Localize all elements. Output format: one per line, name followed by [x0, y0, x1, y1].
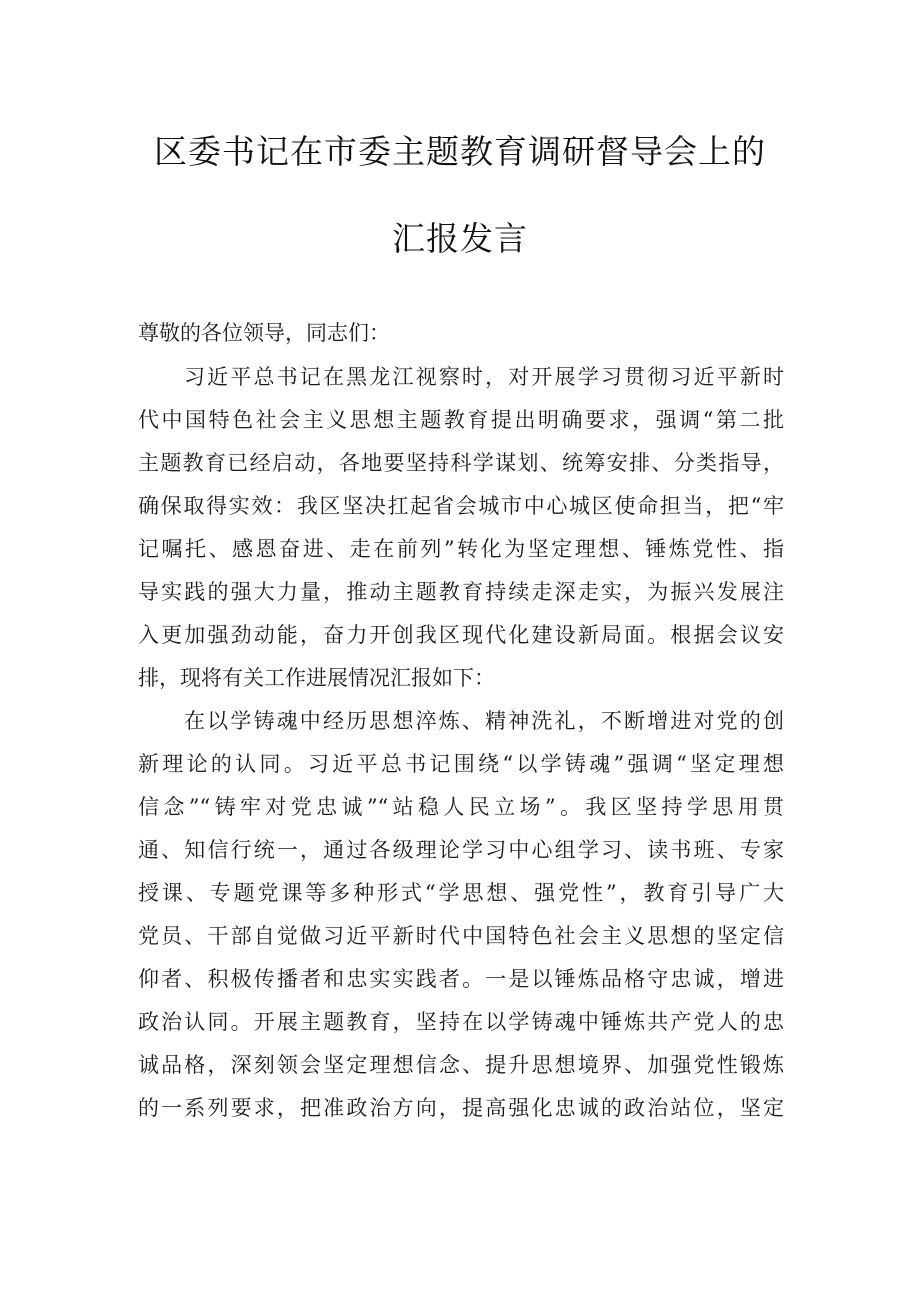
paragraph-line: 党员、干部自觉做习近平新时代中国特色社会主义思想的坚定信: [138, 924, 784, 948]
paragraph-line: 仰者、积极传播者和忠实实践者。一是以锤炼品格守忠诚，增进: [138, 967, 784, 991]
paragraph-line: 确保取得实效：我区坚决扛起省会城市中心城区使命担当，把“牢: [138, 494, 784, 518]
paragraph-line: 授课、专题党课等多种形式“学思想、强党性”，教育引导广大: [138, 881, 784, 905]
salutation-text: 尊敬的各位领导，同志们：: [138, 321, 390, 345]
document-title-line-1: 区委书记在市委主题教育调研督导会上的: [154, 132, 766, 171]
paragraph-line: 代中国特色社会主义思想主题教育提出明确要求，强调“第二批: [138, 408, 784, 432]
paragraph-line: 新理论的认同。习近平总书记围绕“以学铸魂”强调“坚定理想: [138, 752, 784, 776]
paragraph-line: 记嘱托、感恩奋进、走在前列”转化为坚定理想、锤炼党性、指: [138, 537, 784, 561]
paragraph-line: 入更加强劲动能，奋力开创我区现代化建设新局面。根据会议安: [138, 623, 784, 647]
paragraph-line: 在以学铸魂中经历思想淬炼、精神洗礼，不断增进对党的创: [184, 709, 784, 733]
paragraph-line: 习近平总书记在黑龙江视察时，对开展学习贯彻习近平新时: [184, 365, 784, 389]
paragraph-line: 信念”“铸牢对党忠诚”“站稳人民立场”。我区坚持学思用贯: [138, 795, 784, 819]
salutation: [138, 312, 784, 355]
paragraph-line: 主题教育已经启动，各地要坚持科学谋划、统筹安排、分类指导，: [138, 451, 784, 475]
paragraph-2: [138, 700, 784, 1130]
paragraph-line: 的一系列要求，把准政治方向，提高强化忠诚的政治站位，坚定: [138, 1096, 784, 1120]
paragraph-line: 诚品格，深刻领会坚定理想信念、提升思想境界、加强党性锻炼: [138, 1053, 784, 1077]
paragraph-line: 排，现将有关工作进展情况汇报如下：: [138, 666, 495, 690]
paragraph-1: [138, 356, 784, 700]
paragraph-line: 导实践的强大力量，推动主题教育持续走深走实，为振兴发展注: [138, 580, 784, 604]
paragraph-line: 通、知信行统一，通过各级理论学习中心组学习、读书班、专家: [138, 838, 784, 862]
document-title-line-2: 汇报发言: [392, 219, 528, 258]
paragraph-line: 政治认同。开展主题教育，坚持在以学铸魂中锤炼共产党人的忠: [138, 1010, 784, 1034]
